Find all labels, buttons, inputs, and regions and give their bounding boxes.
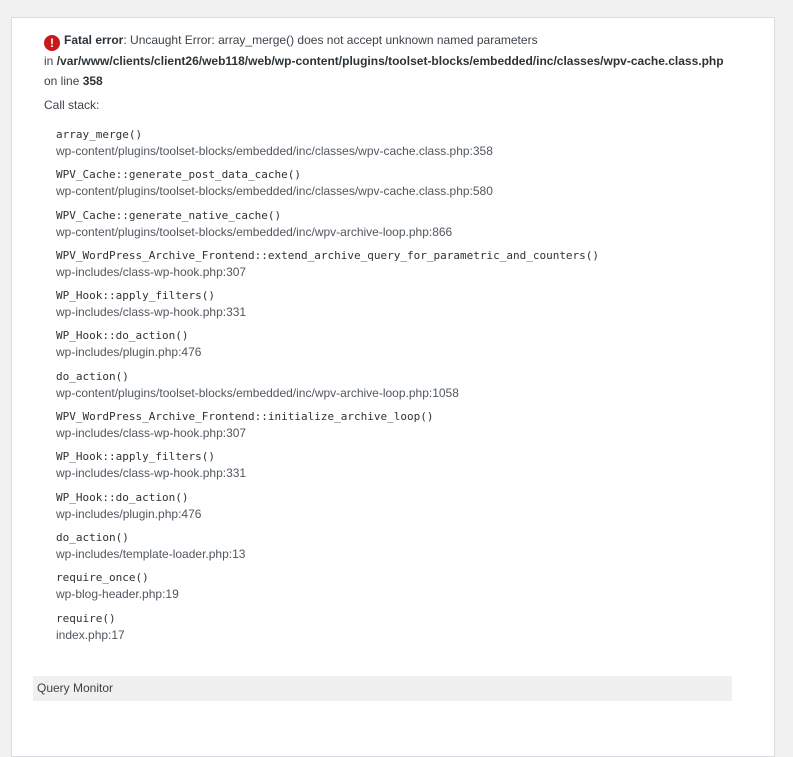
stack-frame-file: wp-includes/class-wp-hook.php:331 <box>56 466 247 481</box>
stack-frame-file: index.php:17 <box>56 627 125 642</box>
stack-frame <box>56 409 736 449</box>
stack-frame-function: array_merge() <box>56 128 143 141</box>
stack-frame-function: do_action() <box>56 369 129 383</box>
stack-frame-file: wp-includes/plugin.php:476 <box>56 506 202 521</box>
stack-frame-file: wp-includes/class-wp-hook.php:307 <box>56 426 247 441</box>
stack-frame-file: wp-content/plugins/toolset-blocks/embedded/inc/wpv-archive-loop.php:1058 <box>56 385 459 400</box>
stack-frame-function: WPV_Cache::generate_post_data_cache() <box>56 168 302 182</box>
stack-frame <box>56 490 736 530</box>
query-monitor-bar[interactable]: Query Monitor <box>33 676 732 701</box>
stack-frame <box>56 167 736 207</box>
error-on-line-prefix: on line <box>44 74 83 88</box>
stack-frame <box>56 530 736 570</box>
error-line-number: 358 <box>82 74 103 88</box>
fatal-error-message <box>44 30 734 91</box>
error-in-prefix: in <box>44 54 57 68</box>
stack-frame-function: WP_Hook::apply_filters() <box>56 450 215 464</box>
stack-frame <box>56 208 736 248</box>
stack-frame-function: do_action() <box>56 530 129 544</box>
stack-frame <box>56 328 736 368</box>
stack-frame <box>56 248 736 288</box>
stack-frame-function: require_once() <box>56 571 149 585</box>
stack-frame-function: WPV_WordPress_Archive_Frontend::initialize_archive_loop() <box>56 410 434 424</box>
call-stack-list <box>56 127 736 651</box>
stack-frame-file: wp-includes/template-loader.php:13 <box>56 546 246 561</box>
stack-frame-file: wp-includes/class-wp-hook.php:307 <box>56 264 247 279</box>
stack-frame <box>56 127 736 167</box>
stack-frame-function: WPV_WordPress_Archive_Frontend::extend_archive_query_for_parametric_and_counters() <box>56 248 600 262</box>
error-icon: ! <box>44 35 60 51</box>
stack-frame <box>56 611 736 651</box>
stack-frame-file: wp-content/plugins/toolset-blocks/embedded/inc/classes/wpv-cache.class.php:580 <box>56 184 493 199</box>
stack-frame-function: WPV_Cache::generate_native_cache() <box>56 208 282 222</box>
stack-frame-function: WP_Hook::apply_filters() <box>56 289 215 303</box>
stack-frame <box>56 288 736 328</box>
call-stack-label: Call stack: <box>44 98 100 112</box>
stack-frame-function: WP_Hook::do_action() <box>56 490 189 504</box>
stack-frame-function: require() <box>56 611 116 625</box>
error-file-path: /var/www/clients/client26/web118/web/wp-content/plugins/toolset-blocks/embedded/inc/classes/wpv-cache.class.php <box>56 54 724 68</box>
stack-frame <box>56 369 736 409</box>
stack-frame-file: wp-content/plugins/toolset-blocks/embedded/inc/classes/wpv-cache.class.php:358 <box>56 144 493 158</box>
stack-frame-file: wp-includes/class-wp-hook.php:331 <box>56 305 247 320</box>
stack-frame-file: wp-includes/plugin.php:476 <box>56 345 202 360</box>
error-label: Fatal error <box>64 33 124 47</box>
stack-frame <box>56 570 736 610</box>
stack-frame-file: wp-content/plugins/toolset-blocks/embedded/inc/wpv-archive-loop.php:866 <box>56 224 453 239</box>
stack-frame-function: WP_Hook::do_action() <box>56 329 189 343</box>
stack-frame <box>56 449 736 489</box>
stack-frame-file: wp-blog-header.php:19 <box>56 587 179 602</box>
error-text: : Uncaught Error: array_merge() does not accept unknown named parameters <box>123 33 538 47</box>
